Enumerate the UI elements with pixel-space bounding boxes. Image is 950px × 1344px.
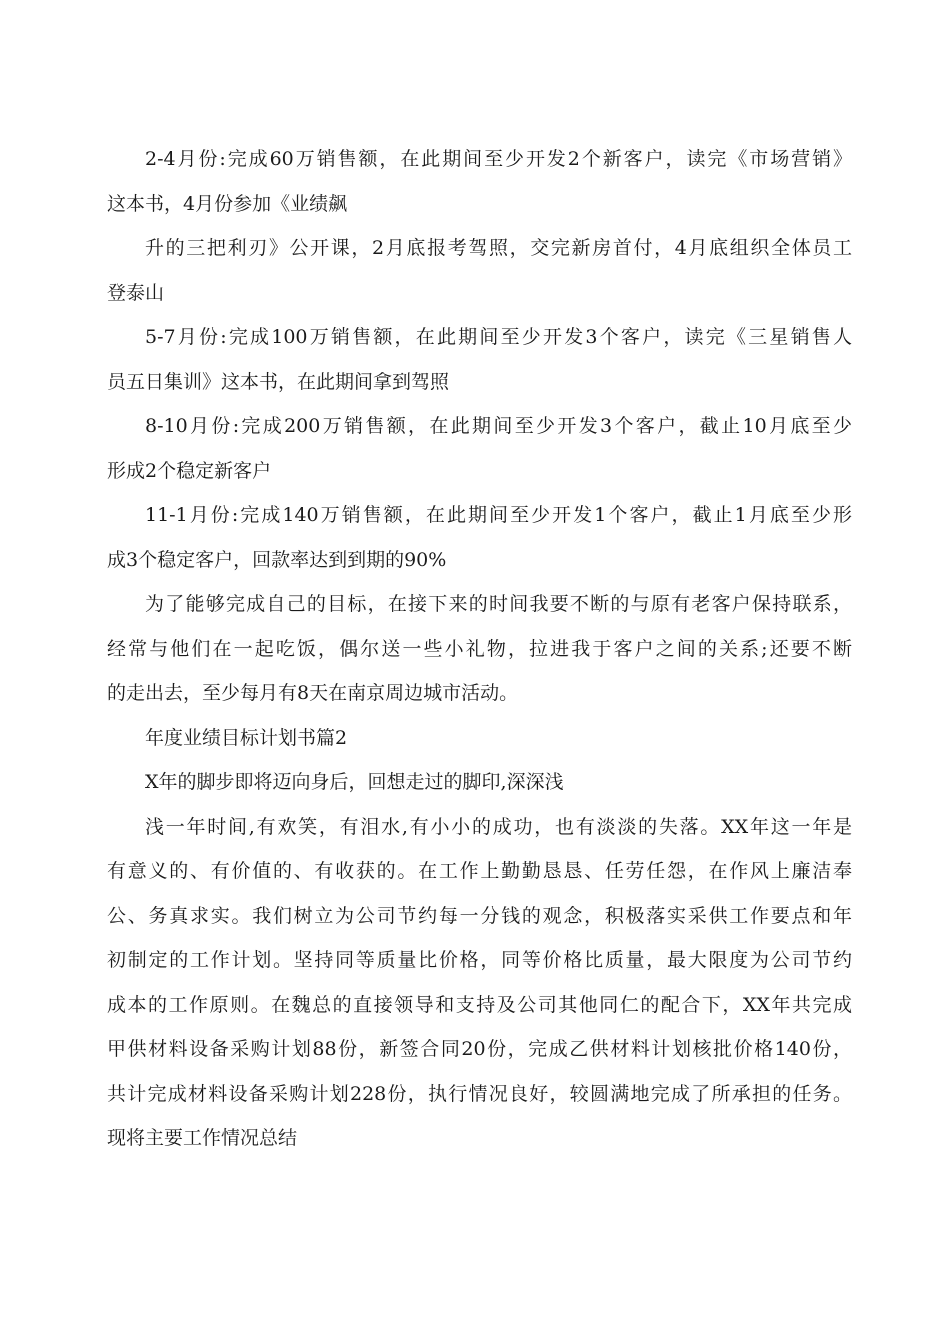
text-line: 形成2个稳定新客户 — [107, 459, 272, 482]
text-line: 这本书，4月份参加《业绩飙 — [107, 192, 348, 215]
text-line: 成本的工作原则。在魏总的直接领导和支持及公司其他同仁的配合下，XX年共完成 — [107, 993, 852, 1016]
section-heading: 年度业绩目标计划书篇2 — [145, 726, 348, 749]
text-line: 共计完成材料设备采购计划228份，执行情况良好，较圆满地完成了所承担的任务。 — [107, 1082, 852, 1105]
document-body — [107, 137, 852, 1161]
text-line: 5-7月份:完成100万销售额，在此期间至少开发3个客户，读完《三星销售人 — [145, 326, 852, 348]
text-line: 甲供材料设备采购计划88份，新签合同20份，完成乙供材料计划核批价格140份， — [107, 1038, 852, 1060]
text-line: 成3个稳定客户，回款率达到到期的90% — [107, 548, 447, 571]
text-line: 现将主要工作情况总结 — [107, 1127, 298, 1149]
text-line: 8-10月份:完成200万销售额，在此期间至少开发3个客户，截止10月底至少 — [145, 415, 852, 437]
text-line: 2-4月份:完成60万销售额，在此期间至少开发2个新客户，读完《市场营销》 — [145, 148, 852, 170]
text-line: 初制定的工作计划。坚持同等质量比价格，同等价格比质量，最大限度为公司节约 — [107, 949, 852, 971]
text-line: 经常与他们在一起吃饭，偶尔送一些小礼物，拉进我于客户之间的关系;还要不断 — [107, 637, 852, 660]
text-line: 浅一年时间,有欢笑，有泪水,有小小的成功，也有淡淡的失落。XX年这一年是 — [145, 815, 852, 838]
text-line: 公、务真求实。我们树立为公司节约每一分钱的观念，积极落实采供工作要点和年 — [107, 904, 852, 927]
text-line: 登泰山 — [107, 281, 165, 304]
text-line: 为了能够完成自己的目标，在接下来的时间我要不断的与原有老客户保持联系， — [145, 593, 852, 615]
text-line: 员五日集训》这本书，在此期间拿到驾照 — [107, 370, 450, 393]
text-line: 的走出去，至少每月有8天在南京周边城市活动。 — [107, 682, 519, 704]
text-line: 11-1月份:完成140万销售额，在此期间至少开发1个客户，截止1月底至少形 — [145, 504, 852, 526]
text-line: 升的三把利刃》公开课，2月底报考驾照，交完新房首付，4月底组织全体员工 — [145, 237, 852, 259]
text-line: X年的脚步即将迈向身后，回想走过的脚印,深深浅 — [145, 771, 564, 793]
text-line: 有意义的、有价值的、有收获的。在工作上勤勤恳恳、任劳任怨，在作风上廉洁奉 — [107, 860, 852, 882]
